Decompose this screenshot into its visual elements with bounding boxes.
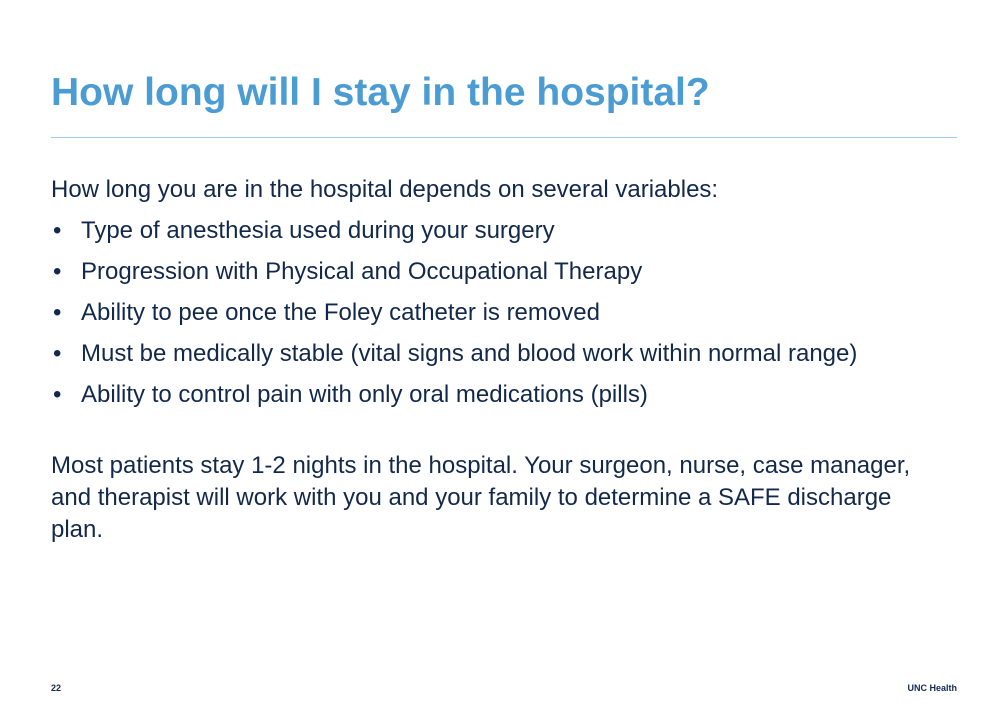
bullet-icon: • bbox=[53, 381, 62, 408]
slide-title: How long will I stay in the hospital? bbox=[51, 71, 710, 114]
bullet-text: Ability to pee once the Foley catheter is removed bbox=[81, 299, 600, 326]
list-item bbox=[51, 298, 957, 327]
page-number: 22 bbox=[51, 683, 62, 693]
list-item bbox=[51, 257, 957, 286]
bullet-list bbox=[51, 216, 957, 409]
list-item bbox=[51, 339, 957, 368]
title-divider bbox=[51, 137, 957, 138]
list-item bbox=[51, 216, 957, 245]
closing-paragraph: Most patients stay 1-2 nights in the hospital. Your surgeon, nurse, case manager, and therapist will work with you and your family to determine a SAFE discharge plan. bbox=[51, 452, 911, 543]
brand-label: UNC Health bbox=[907, 683, 957, 693]
bullet-icon: • bbox=[53, 217, 62, 244]
list-item bbox=[51, 380, 957, 409]
slide-body bbox=[51, 175, 957, 546]
bullet-text: Type of anesthesia used during your surgery bbox=[81, 217, 555, 244]
bullet-text: Ability to control pain with only oral medications (pills) bbox=[81, 381, 648, 408]
bullet-icon: • bbox=[53, 340, 62, 367]
intro-text: How long you are in the hospital depends on several variables: bbox=[51, 176, 719, 203]
bullet-icon: • bbox=[53, 299, 62, 326]
bullet-icon: • bbox=[53, 258, 62, 285]
bullet-text: Progression with Physical and Occupational Therapy bbox=[81, 258, 643, 285]
bullet-text: Must be medically stable (vital signs and blood work within normal range) bbox=[81, 340, 858, 367]
